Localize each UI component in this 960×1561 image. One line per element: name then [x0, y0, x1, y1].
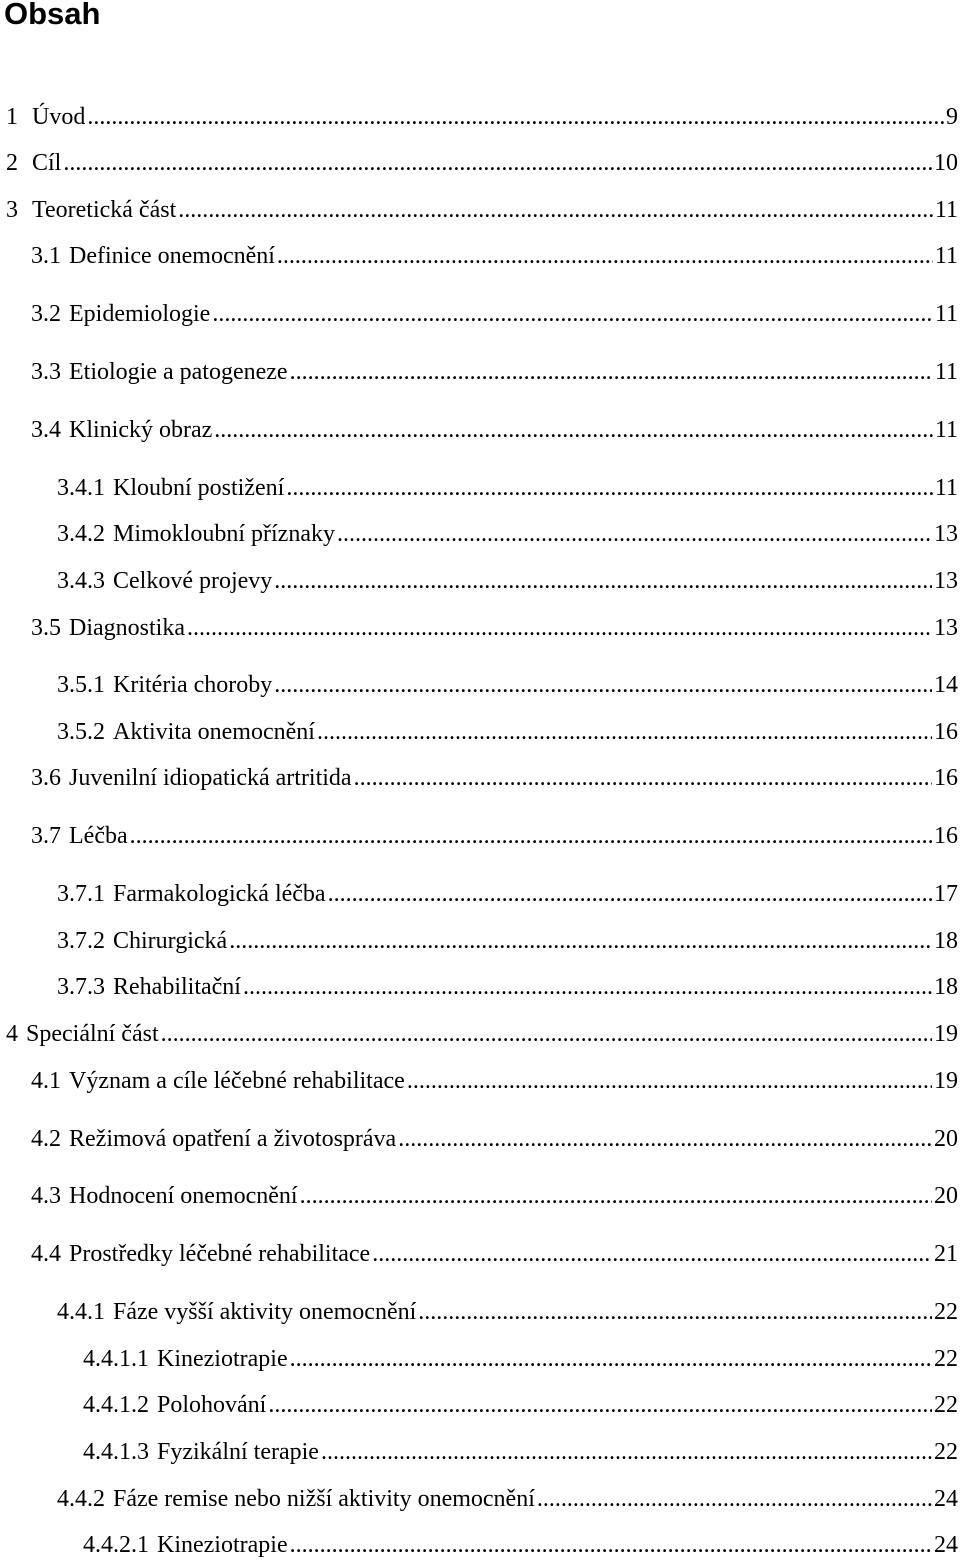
toc-title: Farmakologická léčba — [113, 881, 326, 907]
toc-number: 3.4.3 — [57, 568, 105, 594]
toc-title: Cíl — [32, 150, 62, 176]
toc-entry-3-4-3[interactable] — [57, 566, 958, 596]
toc-entry-3-4-2[interactable] — [57, 519, 958, 549]
toc-page-number: 24 — [934, 1486, 958, 1512]
toc-title: Kloubní postižení — [113, 475, 285, 501]
toc-title: Kineziotrapie — [157, 1346, 288, 1372]
dot-leader — [130, 821, 932, 851]
toc-entry-4-3[interactable] — [31, 1181, 958, 1211]
toc-page-number: 11 — [934, 197, 958, 223]
toc-entry-3-5-2[interactable] — [57, 717, 958, 747]
toc-page-number: 17 — [934, 881, 958, 907]
toc-number: 3.5.2 — [57, 719, 105, 745]
toc-entry-3-4[interactable] — [31, 415, 958, 445]
toc-page-number: 22 — [934, 1392, 958, 1418]
toc-number: 3.4.1 — [57, 475, 105, 501]
toc-entry-3-4-1[interactable] — [57, 473, 958, 503]
toc-page-number: 11 — [934, 359, 958, 385]
toc-number: 3.7.3 — [57, 974, 105, 1000]
toc-number: 3.5.1 — [57, 672, 105, 698]
dot-leader — [290, 1344, 932, 1374]
toc-page-number: 24 — [934, 1532, 958, 1558]
toc-title: Aktivita onemocnění — [113, 719, 315, 745]
toc-entry-3-7-2[interactable] — [57, 926, 958, 956]
dot-leader — [418, 1297, 932, 1327]
toc-entry-3-6[interactable] — [31, 763, 958, 793]
toc-number: 4.2 — [31, 1126, 61, 1152]
toc-page-number: 16 — [934, 823, 958, 849]
toc-title: Kineziotrapie — [157, 1532, 288, 1558]
toc-title: Fyzikální terapie — [157, 1439, 319, 1465]
dot-leader — [328, 879, 932, 909]
toc-number: 4.4.1 — [57, 1299, 105, 1325]
toc-page-number: 11 — [934, 243, 958, 269]
toc-entry-4-4-1-1[interactable] — [83, 1344, 958, 1374]
dot-leader — [317, 717, 932, 747]
toc-title: Úvod — [32, 104, 86, 130]
toc-entry-4-4[interactable] — [31, 1239, 958, 1269]
toc-title: Celkové projevy — [113, 568, 273, 594]
toc-number: 2 — [6, 150, 18, 176]
toc-entry-3-7-1[interactable] — [57, 879, 958, 909]
toc-number: 4.4.1.3 — [83, 1439, 149, 1465]
toc-number: 3.7 — [31, 823, 61, 849]
dot-leader — [407, 1066, 932, 1096]
toc-title: Kritéria choroby — [113, 672, 273, 698]
dot-leader — [300, 1181, 932, 1211]
toc-page-number: 18 — [934, 928, 958, 954]
dot-leader — [372, 1239, 932, 1269]
toc-number: 3.6 — [31, 765, 61, 791]
toc-title: Hodnocení onemocnění — [69, 1183, 298, 1209]
dot-leader — [243, 972, 932, 1002]
toc-page-number: 13 — [934, 615, 958, 641]
toc-entry-4-4-1-3[interactable] — [83, 1437, 958, 1467]
dot-leader — [268, 1390, 932, 1420]
toc-page-number: 14 — [934, 672, 958, 698]
dot-leader — [214, 415, 933, 445]
toc-page-number: 20 — [934, 1183, 958, 1209]
toc-entry-4-4-1[interactable] — [57, 1297, 958, 1327]
toc-entry-4-1[interactable] — [31, 1066, 958, 1096]
toc-page-number: 11 — [934, 301, 958, 327]
toc-entry-4-4-1-2[interactable] — [83, 1390, 958, 1420]
dot-leader — [321, 1437, 932, 1467]
toc-title: Klinický obraz — [69, 417, 213, 443]
toc-page-number: 22 — [934, 1299, 958, 1325]
toc-number: 4.4.2 — [57, 1486, 105, 1512]
toc-title: Fáze remise nebo nižší aktivity onemocnění — [113, 1486, 535, 1512]
dot-leader — [277, 241, 933, 271]
dot-leader — [274, 566, 932, 596]
dot-leader — [229, 926, 932, 956]
dot-leader — [537, 1484, 932, 1514]
toc-title: Chirurgická — [113, 928, 228, 954]
toc-number: 4 — [6, 1021, 18, 1047]
toc-entry-3-7[interactable] — [31, 821, 958, 851]
toc-number: 3 — [6, 197, 18, 223]
toc-page-number: 22 — [934, 1439, 958, 1465]
dot-leader — [290, 357, 933, 387]
toc-title: Speciální část — [26, 1021, 159, 1047]
toc-title: Rehabilitační — [113, 974, 241, 1000]
toc-title: Význam a cíle léčebné rehabilitace — [69, 1068, 405, 1094]
dot-leader — [87, 102, 944, 132]
toc-page-number: 16 — [934, 765, 958, 791]
toc-entry-4[interactable] — [6, 1019, 958, 1049]
toc-entry-3-2[interactable] — [31, 299, 958, 329]
toc-number: 4.1 — [31, 1068, 61, 1094]
toc-page-number: 19 — [934, 1068, 958, 1094]
dot-leader — [187, 613, 932, 643]
toc-title: Fáze vyšší aktivity onemocnění — [113, 1299, 417, 1325]
toc-title: Režimová opatření a životospráva — [69, 1126, 397, 1152]
dot-leader — [178, 195, 933, 225]
dot-leader — [337, 519, 932, 549]
toc-title: Diagnostika — [69, 615, 185, 641]
toc-page-number: 11 — [934, 475, 958, 501]
toc-title: Mimokloubní příznaky — [113, 521, 335, 547]
toc-entry-3-1[interactable] — [31, 241, 958, 271]
toc-page-number: 9 — [946, 104, 958, 130]
toc-page-number: 10 — [934, 150, 958, 176]
toc-title: Léčba — [69, 823, 128, 849]
toc-title: Definice onemocnění — [69, 243, 275, 269]
dot-leader — [212, 299, 933, 329]
dot-leader — [290, 1530, 932, 1560]
toc-title: Teoretická část — [32, 197, 177, 223]
toc-entry-3-7-3[interactable] — [57, 972, 958, 1002]
toc-entry-4-4-2[interactable] — [57, 1484, 958, 1514]
toc-number: 3.7.2 — [57, 928, 105, 954]
toc-number: 3.7.1 — [57, 881, 105, 907]
toc-page-number: 22 — [934, 1346, 958, 1372]
toc-entry-4-2[interactable] — [31, 1124, 958, 1154]
toc-entry-4-4-2-1[interactable] — [83, 1530, 958, 1560]
toc-number: 4.4.2.1 — [83, 1532, 149, 1558]
toc-number: 3.4.2 — [57, 521, 105, 547]
toc-page-number: 20 — [934, 1126, 958, 1152]
dot-leader — [274, 670, 932, 700]
toc-number: 4.4.1.2 — [83, 1392, 149, 1418]
toc-page-number: 13 — [934, 568, 958, 594]
toc-title: Juvenilní idiopatická artritida — [69, 765, 352, 791]
toc-number: 3.4 — [31, 417, 61, 443]
toc-title: Polohování — [157, 1392, 267, 1418]
page-title: Obsah — [4, 0, 101, 31]
toc-number: 1 — [6, 104, 18, 130]
dot-leader — [398, 1124, 932, 1154]
toc-entry-3-5[interactable] — [31, 613, 958, 643]
toc-title: Etiologie a patogeneze — [69, 359, 288, 385]
toc-number: 3.1 — [31, 243, 61, 269]
toc-page-number: 16 — [934, 719, 958, 745]
toc-number: 4.4.1.1 — [83, 1346, 149, 1372]
toc-page-number: 21 — [934, 1241, 958, 1267]
toc-entry-3-3[interactable] — [31, 357, 958, 387]
toc-page-number: 13 — [934, 521, 958, 547]
toc-page-number: 19 — [934, 1021, 958, 1047]
dot-leader — [354, 763, 932, 793]
toc-entry-1[interactable] — [6, 102, 958, 132]
toc-entry-2[interactable] — [6, 148, 958, 178]
dot-leader — [63, 148, 932, 178]
toc-number: 3.2 — [31, 301, 61, 327]
toc-entry-3[interactable] — [6, 195, 958, 225]
toc-number: 4.4 — [31, 1241, 61, 1267]
toc-number: 3.5 — [31, 615, 61, 641]
dot-leader — [161, 1019, 932, 1049]
toc-number: 4.3 — [31, 1183, 61, 1209]
toc-page-number: 18 — [934, 974, 958, 1000]
toc-number: 3.3 — [31, 359, 61, 385]
toc-page-number: 11 — [934, 417, 958, 443]
toc-entry-3-5-1[interactable] — [57, 670, 958, 700]
toc-title: Prostředky léčebné rehabilitace — [69, 1241, 371, 1267]
toc-title: Epidemiologie — [69, 301, 211, 327]
dot-leader — [286, 473, 933, 503]
